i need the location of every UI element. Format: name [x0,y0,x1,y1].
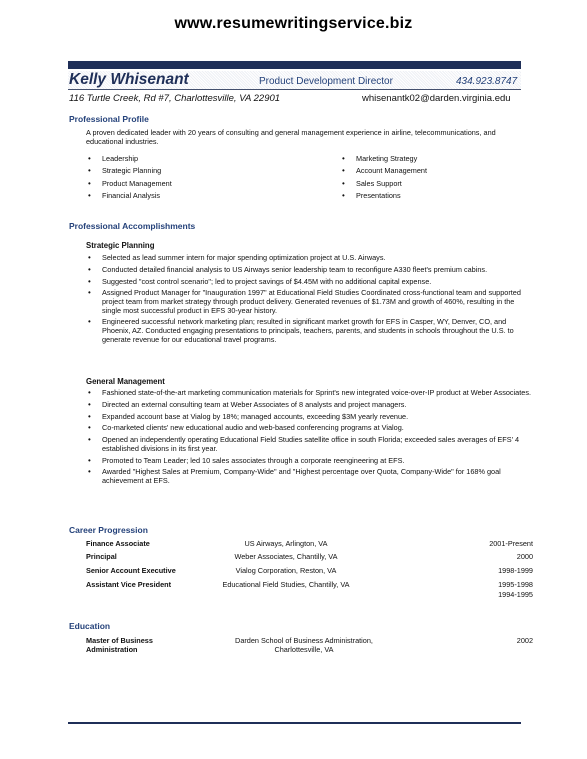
footer-rule [68,722,521,724]
job-title: Principal [86,552,117,561]
employer: Weber Associates, Chantilly, VA [234,552,338,561]
skill-item: • Product Management [86,180,172,192]
skill-item: • Financial Analysis [86,192,172,204]
subheading-general-management: General Management [86,377,165,386]
list-item: • Awarded "Highest Sales at Premium, Company-Wide" and "Highest percentage over Quota, Company-Wide" for 168% goal achievement at EFS. [86,468,534,485]
list-item: • Conducted detailed financial analysis to US Airways senior leadership team to reconfigure A330 fleet's premium cabins. [86,266,534,275]
email: whisenantk02@darden.virginia.edu [362,93,511,104]
employer: Vialog Corporation, Reston, VA [235,566,337,575]
degree-line: Administration [86,644,138,654]
degree-line: Master of Business [86,636,153,645]
skill-item: • Account Management [340,167,427,179]
career-row [86,567,533,580]
list-item: • Fashioned state-of-the-art marketing communication materials for Sprint's new integrated voice-over-IP product at Weber Associates. [86,389,534,398]
list-item: • Expanded account base at Vialog by 18%; managed accounts, exceeding $3M yearly revenue. [86,413,534,422]
section-heading-education: Education [69,621,111,631]
skill-item: • Presentations [340,192,427,204]
header-top-bar [68,61,521,69]
list-item: • Assigned Product Manager for "Inauguration 1997" at Educational Field Studies Coordinated cross-functional team and supported project team from market strategy through product delivery. Generated revenues of $1.73M and growth of 460%, resulting in the single most successful product in EFS 30-year history. [86,289,534,315]
section-heading-accomplishments: Professional Accomplishments [69,221,196,231]
skill-item: • Marketing Strategy [340,155,427,167]
skills-column-right [340,155,427,205]
section-heading-career: Career Progression [69,525,148,535]
skill-item: • Leadership [86,155,172,167]
list-item: • Co-marketed clients' new educational audio and web-based conferencing programs at Vialog. [86,424,534,433]
career-row [86,553,533,566]
school-line: Charlottesville, VA [274,644,334,654]
list-item: • Directed an external consulting team at Weber Associates of 8 analysts and project managers. [86,401,534,410]
skill-item: • Sales Support [340,180,427,192]
general-management-list [86,389,534,489]
job-dates: 2000 [516,552,533,561]
list-item: • Promoted to Team Leader; led 10 sales associates through a corporate reengineering at EFS. [86,457,534,466]
phone-number: 434.923.8747 [456,76,518,87]
job-title: Senior Account Executive [86,566,176,575]
job-dates: 1998-1999 [498,566,533,575]
skills-column-left [86,155,172,205]
degree [86,637,153,654]
school-line: Darden School of Business Administration, [235,636,373,645]
skill-item: • Strategic Planning [86,167,172,179]
list-item: • Engineered successful network marketing plan; resulted in significant market growth for EFS in Casper, WY, Denver, CO, and Phoenix, AZ. Conducted engaging presentations to principals, teachers, parents, and students in schools throughout the U.S. to generate revenue for our educational travel programs. [86,318,534,344]
profile-summary: A proven dedicated leader with 20 years of consulting and general management experience in airline, telecommunications, and educational industries. [86,128,496,146]
strategic-planning-list [86,254,534,347]
list-item: • Opened an independently operating Educational Field Studies satellite office in south Florida; exceeded sales averages of EFS' 4 established divisions in its first year. [86,436,534,453]
subheading-strategic-planning: Strategic Planning [86,241,155,250]
list-item: • Suggested "cost control scenario"; led to project savings of $4.45M with no additional capital expense. [86,278,534,287]
list-item: • Selected as lead summer intern for major spending optimization project at U.S. Airways. [86,254,534,263]
graduation-year: 2002 [516,636,533,645]
section-heading-profile: Professional Profile [69,114,149,124]
employer: US Airways, Arlington, VA [244,539,328,548]
job-dates: 2001-Present [489,539,533,548]
job-title: Assistant Vice President [86,580,172,589]
job-title: Finance Associate [86,539,150,548]
employer: Educational Field Studies, Chantilly, VA [222,580,350,589]
target-role: Product Development Director [259,76,393,87]
candidate-name: Kelly Whisenant [69,71,189,88]
job-dates-secondary: 1994-1995 [498,590,533,599]
job-dates: 1995-1998 [498,580,533,589]
site-url: www.resumewritingservice.biz [174,15,413,32]
career-row [86,581,533,603]
education-row [86,637,533,659]
address: 116 Turtle Creek, Rd #7, Charlottesville, VA 22901 [69,93,281,104]
school [204,637,404,654]
